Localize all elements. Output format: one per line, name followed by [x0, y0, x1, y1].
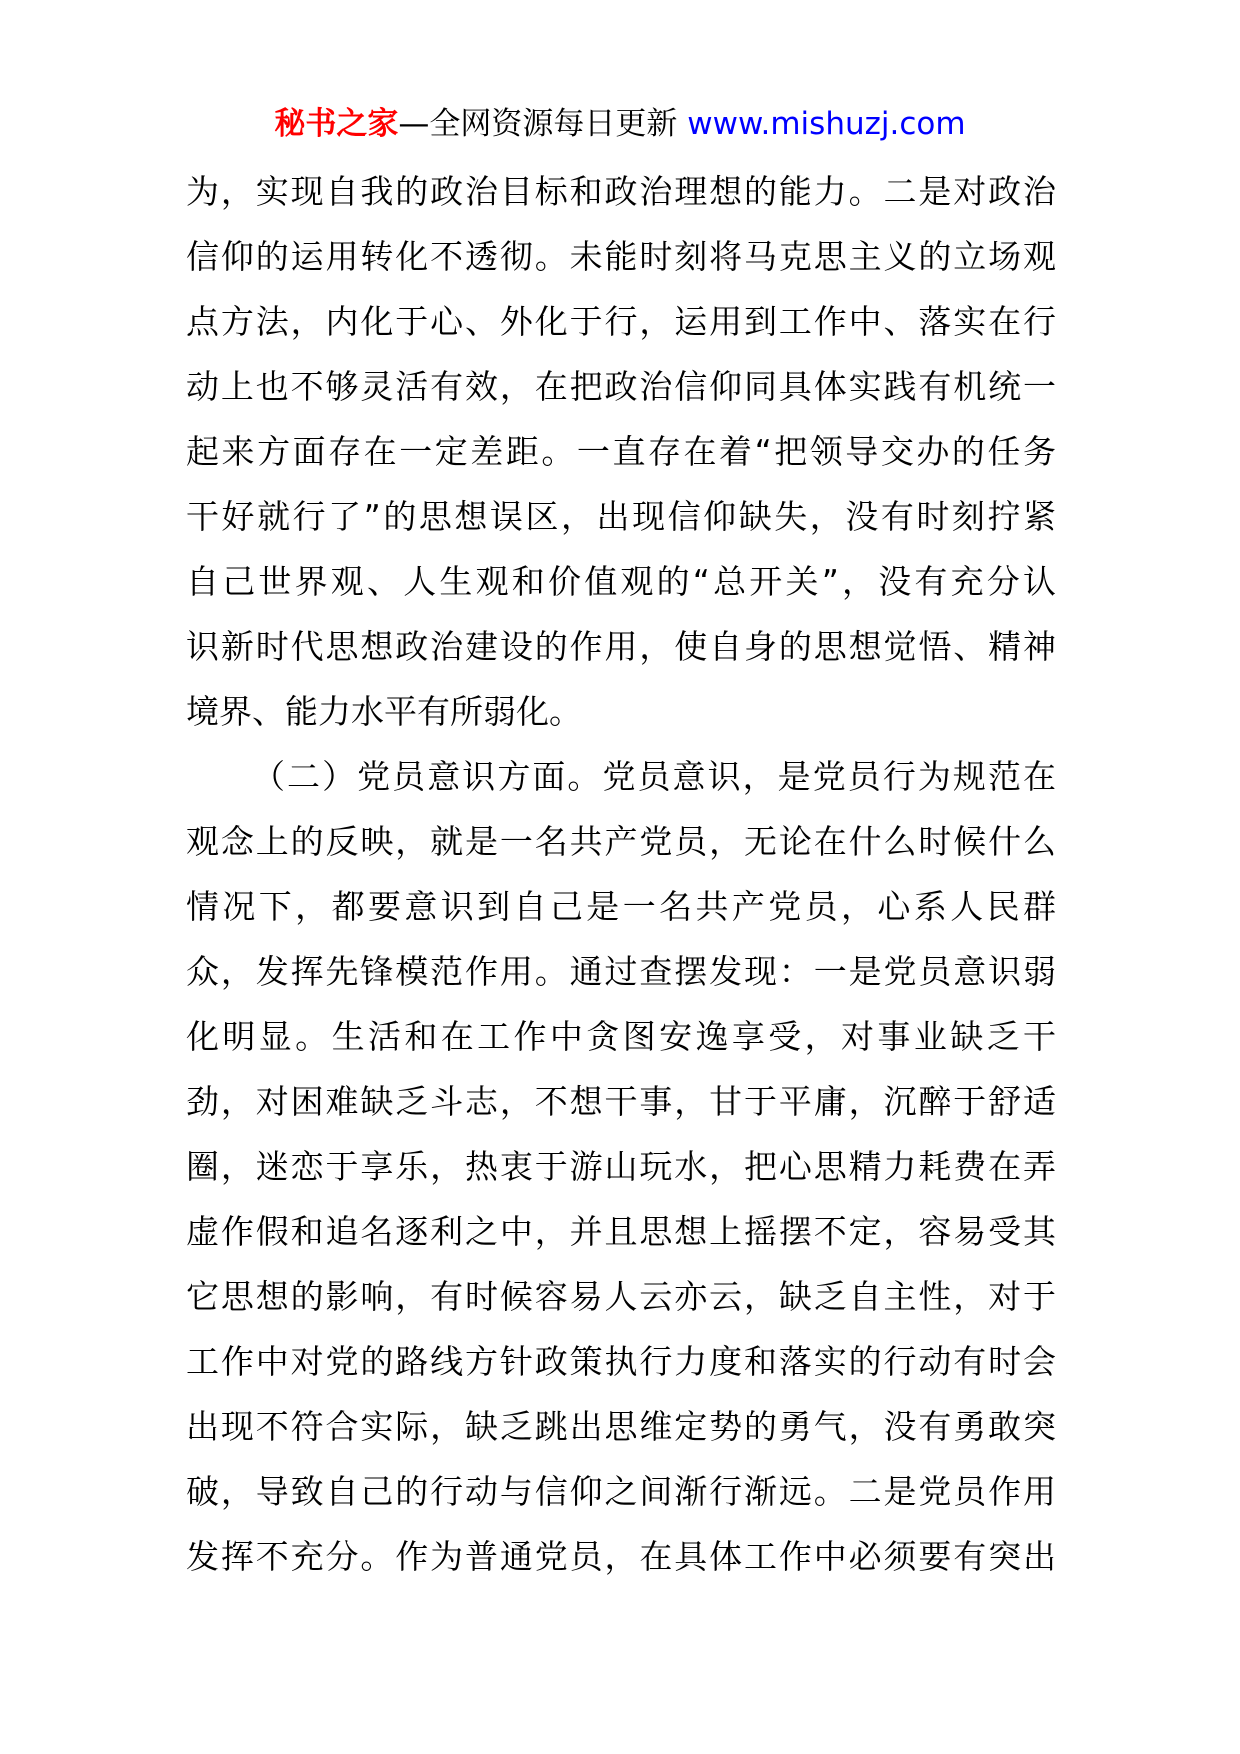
- text-line: 发挥不充分。作为普通党员，在具体工作中必须要有突出: [186, 1537, 1056, 1576]
- text-line: 信仰的运用转化不透彻。未能时刻将马克思主义的立场观: [186, 237, 1056, 276]
- document-body: [186, 159, 1056, 1589]
- text-line: 干好就行了”的思想误区，出现信仰缺失，没有时刻拧紧: [186, 497, 1056, 536]
- paragraph-end-line: 境界、能力水平有所弱化。: [186, 692, 582, 731]
- text-line: 众，发挥先锋模范作用。通过查摆发现：一是党员意识弱: [186, 952, 1056, 991]
- page-header: [0, 102, 1240, 146]
- text-line: 虚作假和追名逐利之中，并且思想上摇摆不定，容易受其: [186, 1212, 1056, 1251]
- text-line: 为，实现自我的政治目标和政治理想的能力。二是对政治: [186, 172, 1056, 211]
- text-line: 圈，迷恋于享乐，热衷于游山玩水，把心思精力耗费在弄: [186, 1147, 1056, 1186]
- text-line: 出现不符合实际，缺乏跳出思维定势的勇气，没有勇敢突: [186, 1407, 1056, 1446]
- text-line: 识新时代思想政治建设的作用，使自身的思想觉悟、精神: [186, 627, 1056, 666]
- text-line: 它思想的影响，有时候容易人云亦云，缺乏自主性，对于: [186, 1277, 1056, 1316]
- text-line: 动上也不够灵活有效，在把政治信仰同具体实践有机统一: [186, 367, 1056, 406]
- text-line: 化明显。生活和在工作中贪图安逸享受，对事业缺乏干: [186, 1017, 1056, 1056]
- text-line: 破，导致自己的行动与信仰之间渐行渐远。二是党员作用: [186, 1472, 1056, 1511]
- text-line: 起来方面存在一定差距。一直存在着“把领导交办的任务: [186, 432, 1056, 471]
- text-line: 点方法，内化于心、外化于行，运用到工作中、落实在行: [186, 302, 1056, 341]
- site-brand: 秘书之家: [274, 106, 399, 142]
- site-tagline: —全网资源每日更新: [398, 106, 688, 142]
- site-url-link[interactable]: www.mishuzj.com: [687, 106, 966, 142]
- text-line: 情况下，都要意识到自己是一名共产党员，心系人民群: [186, 887, 1056, 926]
- paragraph-first-line: （二）党员意识方面。党员意识，是党员行为规范在: [252, 757, 1056, 796]
- text-line: 观念上的反映，就是一名共产党员，无论在什么时候什么: [186, 822, 1056, 861]
- text-line: 工作中对党的路线方针政策执行力度和落实的行动有时会: [186, 1342, 1056, 1381]
- text-line: 自己世界观、人生观和价值观的“总开关”，没有充分认: [186, 562, 1056, 601]
- text-line: 劲，对困难缺乏斗志，不想干事，甘于平庸，沉醉于舒适: [186, 1082, 1056, 1121]
